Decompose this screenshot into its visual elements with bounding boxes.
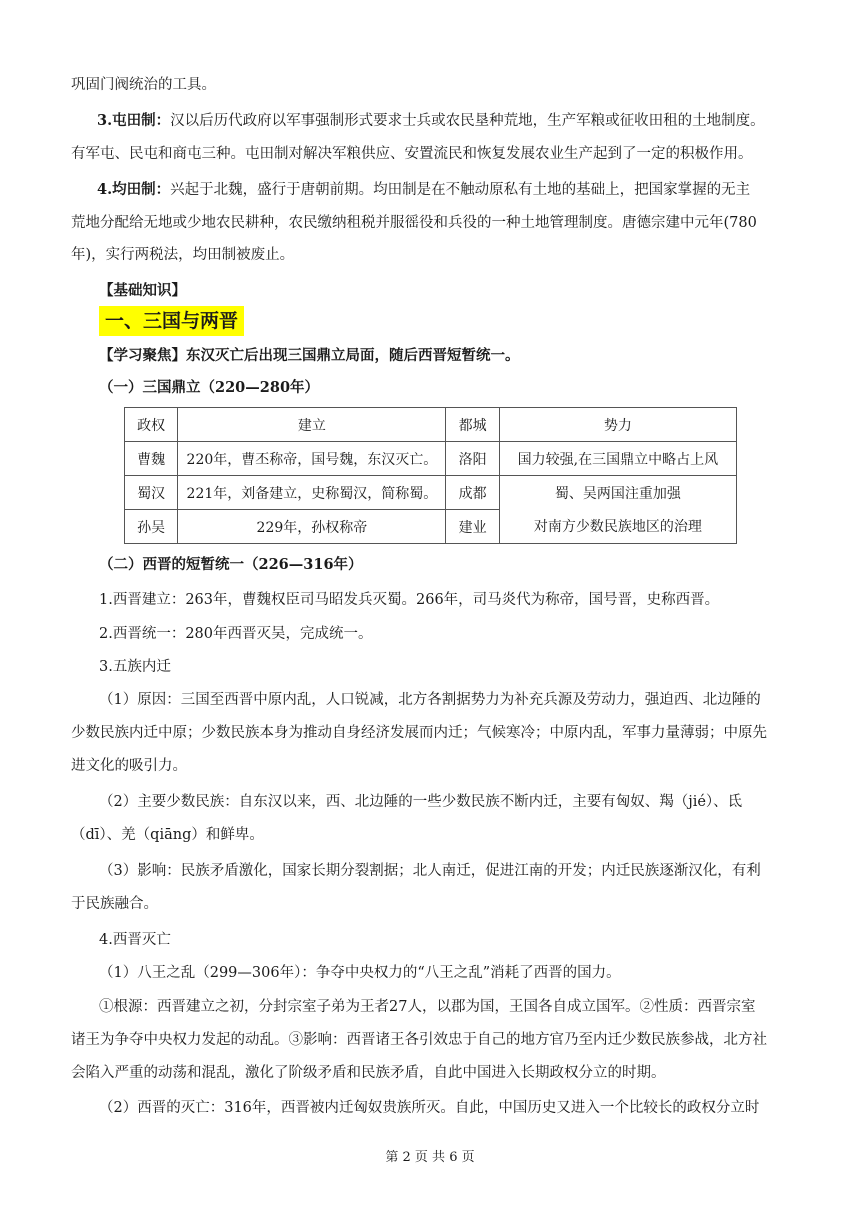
paragraph-line: 于民族融合。 bbox=[71, 896, 158, 912]
table-cell: 曹魏 bbox=[125, 442, 178, 476]
table-header-cell: 建立 bbox=[178, 408, 446, 442]
paragraph-juntian bbox=[97, 180, 822, 200]
table-cell: 国力较强,在三国鼎立中略占上风 bbox=[499, 442, 736, 476]
table-header-cell: 势力 bbox=[499, 408, 736, 442]
study-focus bbox=[99, 346, 824, 366]
table-row bbox=[125, 476, 737, 510]
table-cell: 220年，曹丕称帝，国号魏，东汉灭亡。 bbox=[178, 442, 446, 476]
paragraph-line: 有军屯、民屯和商屯三种。屯田制对解决军粮供应、安置流民和恢复发展农业生产起到了一定的积极作用。 bbox=[71, 146, 753, 162]
paragraph-line: （3）影响：民族矛盾激化，国家长期分裂割据；北人南迁，促进江南的开发；内迁民族逐渐汉化，有利 bbox=[99, 863, 761, 879]
paragraph-tuntian bbox=[97, 111, 822, 131]
paragraph-line: （2）西晋的灭亡：316年，西晋被内迁匈奴贵族所灭。自此，中国历史又进入一个比较长的政权分立时 bbox=[99, 1100, 760, 1116]
subsection-heading: （二）西晋的短暂统一（226—316年） bbox=[99, 556, 363, 573]
table-row bbox=[125, 442, 737, 476]
paragraph-line: 巩固门阀统治的工具。 bbox=[71, 77, 216, 93]
paragraph-line: （2）主要少数民族：自东汉以来，西、北边陲的一些少数民族不断内迁，主要有匈奴、羯（jié）、氐 bbox=[99, 794, 743, 810]
paragraph-line: 荒地分配给无地或少地农民耕种，农民缴纳租税并服徭役和兵役的一种土地管理制度。唐德宗建中元年(780 bbox=[71, 215, 757, 231]
paragraph-line: ①根源：西晋建立之初，分封宗室子弟为王者27人，以郡为国，王国各自成立国军。②性质：西晋宗室 bbox=[99, 999, 756, 1015]
term-text: 汉以后历代政府以军事强制形式要求士兵或农民垦种荒地，生产军粮或征收田租的土地制度。 bbox=[170, 113, 765, 129]
term-label: 3.屯田制： bbox=[97, 112, 171, 129]
subsection-heading: （一）三国鼎立（220—280年） bbox=[99, 379, 320, 396]
section-label: 【基础知识】 bbox=[99, 282, 186, 299]
three-kingdoms-table bbox=[124, 407, 737, 544]
focus-text: 东汉灭亡后出现三国鼎立局面，随后西晋短暂统一。 bbox=[186, 347, 520, 364]
page-number: 第 2 页 共 6 页 bbox=[385, 1150, 475, 1165]
table-header-cell: 政权 bbox=[125, 408, 178, 442]
table-cell: 成都 bbox=[446, 476, 499, 510]
section-heading: 一、三国与两晋 bbox=[99, 306, 244, 336]
table-cell: 蜀汉 bbox=[125, 476, 178, 510]
table-cell: 孙吴 bbox=[125, 510, 178, 544]
focus-label: 【学习聚焦】 bbox=[99, 347, 186, 364]
paragraph-line: （1）八王之乱（299—306年）：争夺中央权力的“八王之乱”消耗了西晋的国力。 bbox=[99, 965, 621, 981]
table-cell: 洛阳 bbox=[446, 442, 499, 476]
paragraph-line: 少数民族内迁中原；少数民族本身为推动自身经济发展而内迁；气候寒冷；中原内乱，军事力量薄弱；中原先 bbox=[71, 725, 767, 741]
paragraph-line: 3.五族内迁 bbox=[99, 659, 171, 675]
table-cell: 对南方少数民族地区的治理 bbox=[499, 510, 736, 544]
paragraph-line: 会陷入严重的动荡和混乱，激化了阶级矛盾和民族矛盾，自此中国进入长期政权分立的时期。 bbox=[71, 1065, 666, 1081]
paragraph-line: （dī）、羌（qiāng）和鲜卑。 bbox=[71, 827, 264, 843]
term-text: 兴起于北魏，盛行于唐朝前期。均田制是在不触动原私有土地的基础上，把国家掌握的无主 bbox=[170, 182, 751, 198]
paragraph-line: 诸王为争夺中央权力发起的动乱。③影响：西晋诸王各引效忠于自己的地方官乃至内迁少数民族参战，北方社 bbox=[71, 1032, 767, 1048]
table-cell: 蜀、吴两国注重加强 bbox=[499, 476, 736, 510]
term-label: 4.均田制： bbox=[97, 181, 171, 198]
paragraph-line: 进文化的吸引力。 bbox=[71, 758, 187, 774]
table-header-row bbox=[125, 408, 737, 442]
table-header-cell: 都城 bbox=[446, 408, 499, 442]
table-row bbox=[125, 510, 737, 544]
paragraph-line: 2.西晋统一：280年西晋灭吴，完成统一。 bbox=[99, 626, 373, 642]
table-cell: 建业 bbox=[446, 510, 499, 544]
table-cell: 229年，孙权称帝 bbox=[178, 510, 446, 544]
paragraph-line: 4.西晋灭亡 bbox=[99, 932, 171, 948]
table-cell: 221年，刘备建立，史称蜀汉，简称蜀。 bbox=[178, 476, 446, 510]
paragraph-line: （1）原因：三国至西晋中原内乱，人口锐减，北方各割据势力为补充兵源及劳动力，强迫西、北边陲的 bbox=[99, 692, 761, 708]
paragraph-line: 年)，实行两税法，均田制被废止。 bbox=[71, 247, 295, 263]
paragraph-line: 1.西晋建立：263年，曹魏权臣司马昭发兵灭蜀。266年，司马炎代为称帝，国号晋，史称西晋。 bbox=[99, 592, 720, 608]
